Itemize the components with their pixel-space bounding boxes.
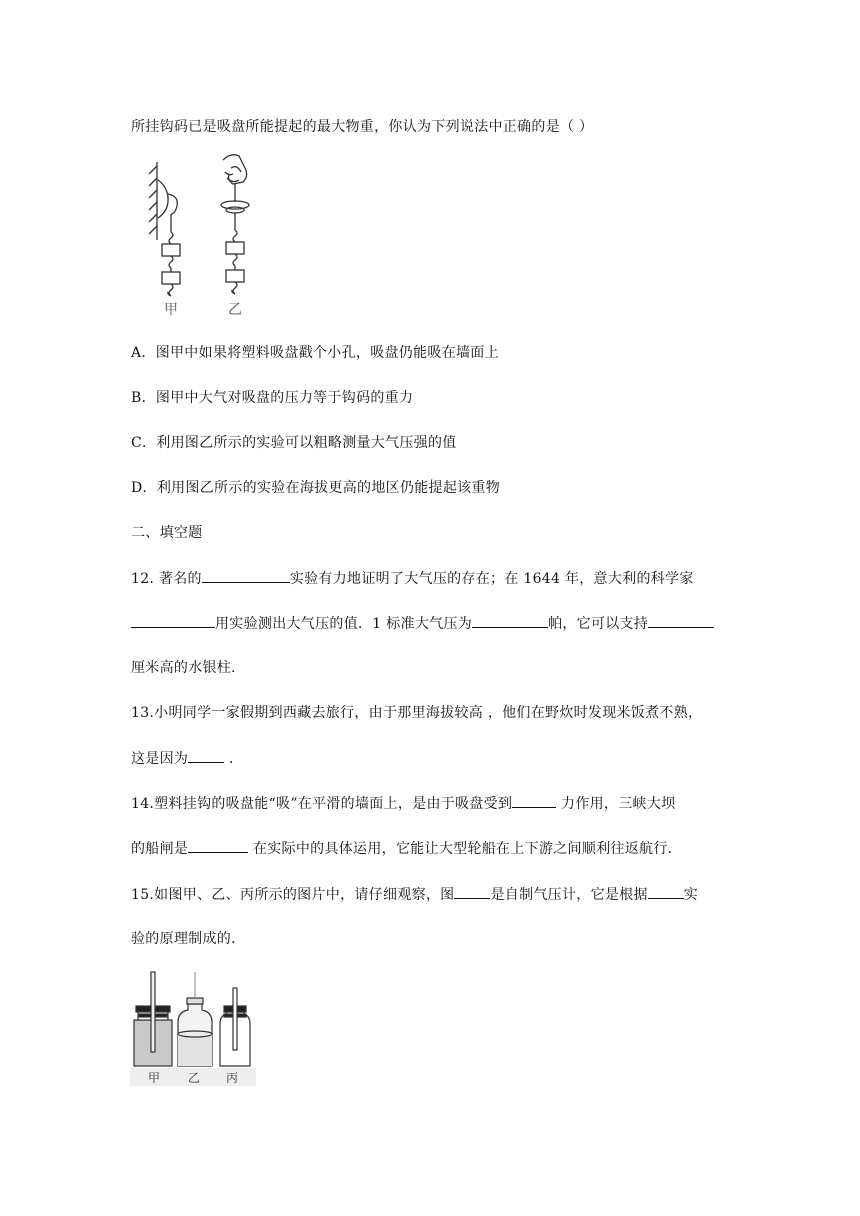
- fig2-label-jia: 甲: [148, 1071, 161, 1085]
- q13-line2: [131, 748, 243, 769]
- q15-line1: [131, 884, 698, 905]
- q12-text-3: 用实验测出大气压的值．1 标准大气压为: [215, 616, 473, 632]
- q15-line2: 验的原理制成的．: [131, 931, 246, 947]
- q11-option-d: D．利用图乙所示的实验在海拔更高的地区仍能提起该重物: [131, 480, 501, 496]
- q11-option-b: B．图甲中大气对吸盘的压力等于钩码的重力: [131, 390, 414, 406]
- q12-blank-2[interactable]: [131, 613, 215, 628]
- q15-text-1: 15.如图甲、乙、丙所示的图片中，请仔细观察，图: [131, 887, 455, 903]
- q11-stem: 所挂钩码已是吸盘所能提起的最大物重，你认为下列说法中正确的是（ ）: [131, 119, 594, 135]
- q14-text-1: 14.塑料挂钩的吸盘能“吸”在平滑的墙面上，是由于吸盘受到: [131, 796, 513, 812]
- q14-blank-1[interactable]: [512, 793, 556, 808]
- q13-blank-1[interactable]: [188, 748, 224, 763]
- q12-text-1: 12. 著名的: [131, 571, 202, 587]
- q12-line3: 厘米高的水银柱．: [131, 660, 246, 676]
- q12-line1: [131, 568, 694, 589]
- q13-text-2: 这是因为: [131, 751, 189, 767]
- q12-blank-4[interactable]: [648, 613, 714, 628]
- q12-blank-3[interactable]: [472, 613, 548, 628]
- fig2-label-yi: 乙: [188, 1071, 201, 1085]
- q14-text-4: 在实际中的具体运用，它能让大型轮船在上下游之间顺利往返航行．: [248, 841, 682, 857]
- fig-label-jia: 甲: [164, 302, 178, 318]
- section-heading: 二、填空题: [131, 525, 203, 541]
- q12-text-2: 实验有力地证明了大气压的存在；在 1644 年，意大利的科学家: [289, 571, 694, 587]
- q13-line1: 13.小明同学一家假期到西藏去旅行，由于那里海拔较高 ，他们在野炊时发现米饭煮不熟，: [131, 705, 703, 721]
- q15-text-2: 是自制气压计，它是根据: [490, 887, 648, 903]
- q15-blank-1[interactable]: [454, 884, 490, 899]
- barometer-bottles-figure: [130, 968, 256, 1086]
- q14-text-3: 的船闸是: [131, 841, 189, 857]
- q14-blank-2[interactable]: [188, 838, 248, 853]
- q11-option-a: A．图甲中如果将塑料吸盘戳个小孔，吸盘仍能吸在墙面上: [131, 345, 499, 361]
- fig2-label-bing: 丙: [226, 1071, 239, 1085]
- q15-blank-2[interactable]: [648, 884, 684, 899]
- q12-line2: [131, 613, 714, 634]
- q12-blank-1[interactable]: [202, 568, 290, 583]
- q14-text-2: 力作用，三峡大坝: [556, 796, 676, 812]
- fig-label-yi: 乙: [228, 302, 242, 318]
- q14-line1: [131, 793, 675, 814]
- q11-option-c: C．利用图乙所示的实验可以粗略测量大气压强的值: [131, 435, 457, 451]
- suction-cup-figure: [135, 150, 255, 325]
- q15-text-3: 实: [683, 887, 699, 903]
- q12-text-4: 帕，它可以支持: [548, 616, 649, 632]
- q13-text-3: ．: [224, 751, 244, 767]
- q14-line2: [131, 838, 682, 859]
